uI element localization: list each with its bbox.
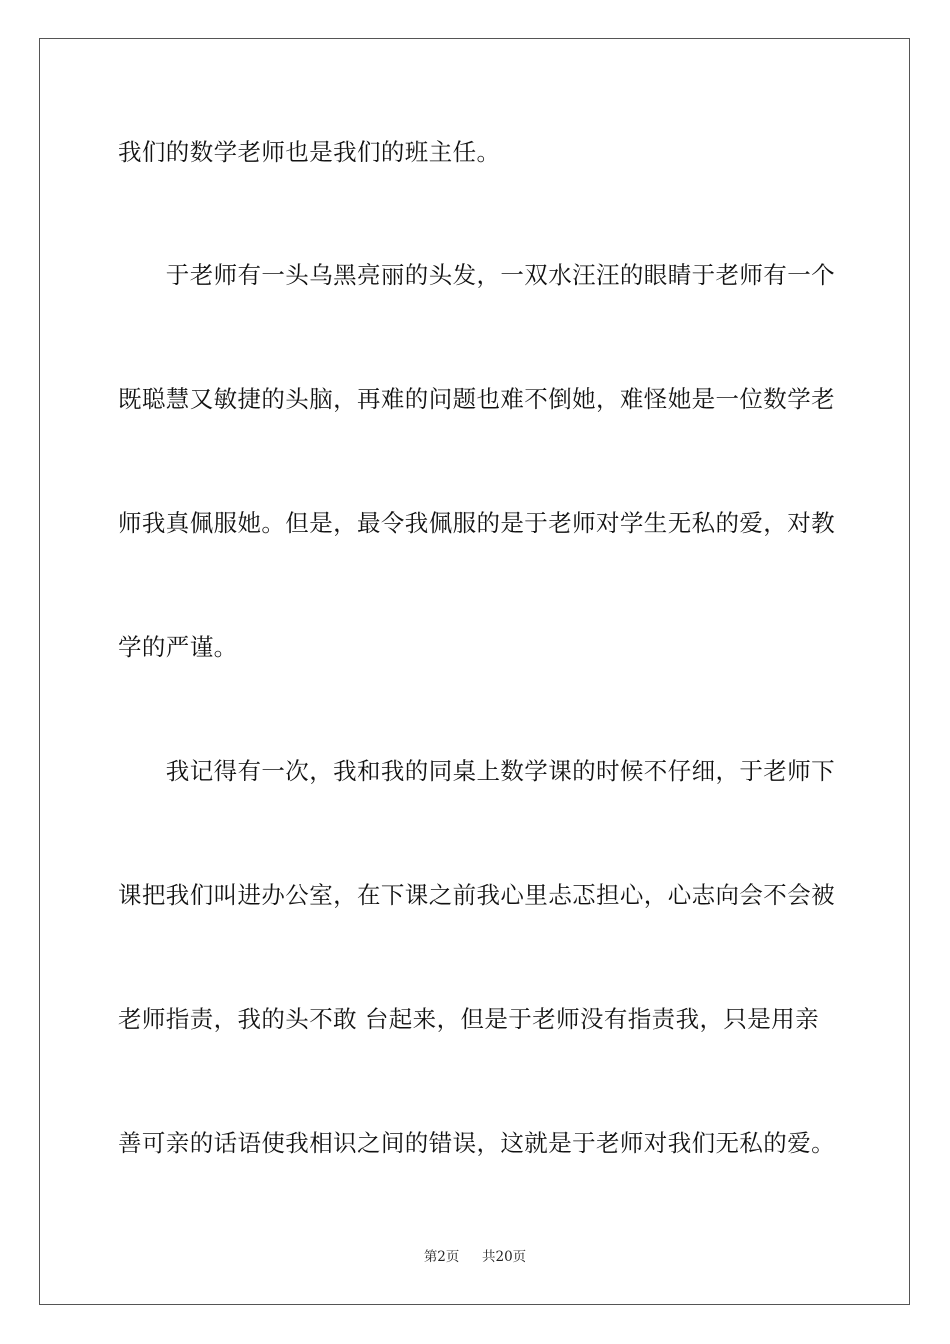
text-line: 师我真佩服她。但是，最令我佩服的是于老师对学生无私的爱，对教 xyxy=(118,509,835,537)
text-line: 于老师有一头乌黑亮丽的头发，一双水汪汪的眼睛于老师有一个 xyxy=(118,261,835,289)
text-line: 学的严谨。 xyxy=(118,633,238,661)
text-line: 善可亲的话语使我相识之间的错误，这就是于老师对我们无私的爱。 xyxy=(118,1129,835,1157)
page-total: 共20页 xyxy=(482,1249,527,1265)
text-line: 我们的数学老师也是我们的班主任。 xyxy=(118,138,501,166)
page-number: 第2页 xyxy=(423,1249,460,1265)
page-footer xyxy=(0,1248,950,1266)
page-border xyxy=(39,38,910,1305)
text-line: 老师指责，我的头不敢 台起来，但是于老师没有指责我，只是用亲 xyxy=(118,1005,819,1033)
text-line: 课把我们叫进办公室，在下课之前我心里忐忑担心，心志向会不会被 xyxy=(118,881,835,909)
text-line: 我记得有一次，我和我的同桌上数学课的时候不仔细，于老师下 xyxy=(118,757,835,785)
text-line: 既聪慧又敏捷的头脑，再难的问题也难不倒她，难怪她是一位数学老 xyxy=(118,385,835,413)
